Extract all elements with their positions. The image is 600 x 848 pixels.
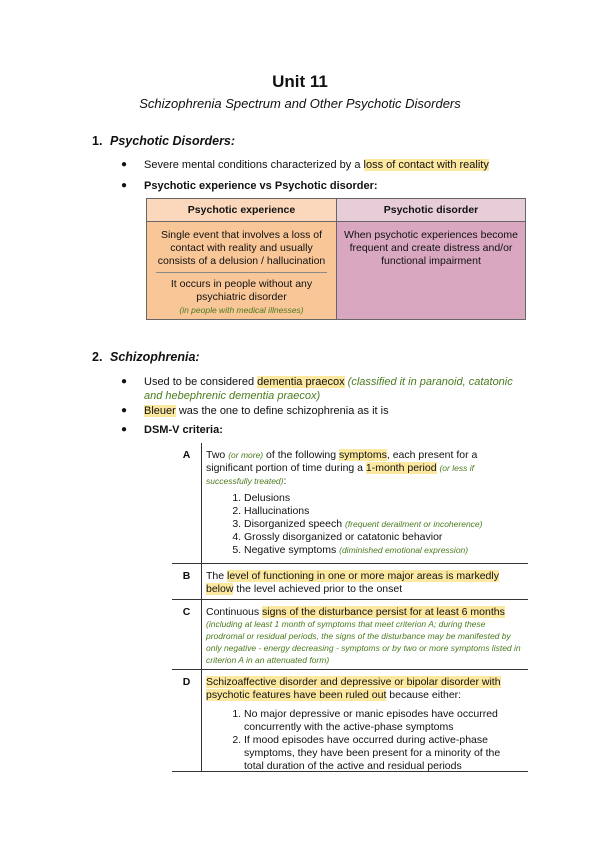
row-divider bbox=[201, 443, 202, 564]
bullet-icon: ● bbox=[121, 180, 128, 191]
criteria-row-b bbox=[172, 564, 528, 600]
bullet-text: Psychotic experience vs Psychotic disorder: bbox=[144, 180, 378, 192]
bullet-icon: ● bbox=[121, 159, 128, 170]
criteria-row-a bbox=[172, 443, 528, 564]
cell-note: (in people with medical illnesses) bbox=[179, 305, 304, 315]
bullet-text: DSM-V criteria: bbox=[144, 424, 223, 436]
list-item: 3. Disorganized speech (frequent derailment or incoherence) bbox=[244, 518, 522, 531]
table-header-psychotic-disorder: Psychotic disorder bbox=[337, 199, 525, 222]
bullet-text: Severe mental conditions characterized by a loss of contact with reality bbox=[144, 159, 489, 171]
comparison-table bbox=[146, 198, 526, 320]
criteria-label: A bbox=[182, 449, 191, 461]
table-cell-psychotic-disorder bbox=[337, 222, 525, 319]
symptom-list bbox=[206, 492, 522, 557]
criteria-text: Continuous signs of the disturbance persist for at least 6 months (including at least 1 month of symptoms that meet criterion A; during these prodromal or residual periods, the signs of the disturbance may be manifested by only negative - energy decreasing - symptoms or by two or more symptoms listed in criterion A in an attenuated form) bbox=[206, 606, 521, 665]
criteria-label: C bbox=[182, 606, 191, 618]
list-item: 4. Grossly disorganized or catatonic behavior bbox=[244, 531, 522, 544]
list-item: 2. If mood episodes have occurred during active-phase symptoms, they have been present for a minority of the total duration of the active and residual periods bbox=[244, 734, 522, 773]
criteria-text: The level of functioning in one or more major areas is markedly below the level achieved prior to the onset bbox=[206, 570, 499, 595]
cell-paragraph: It occurs in people without any psychiatric disorder (in people with medical illnesses) bbox=[170, 278, 313, 315]
row-divider bbox=[201, 670, 202, 772]
section-heading-schizophrenia bbox=[92, 350, 200, 364]
section-title: Psychotic Disorders: bbox=[110, 134, 236, 148]
list-item: 1. Delusions bbox=[244, 492, 522, 505]
criteria-label: D bbox=[182, 676, 191, 688]
cell-paragraph: When psychotic experiences become frequent and create distress and/or functional impairment bbox=[344, 229, 518, 267]
bullet-icon: ● bbox=[121, 376, 128, 387]
section-number: 2. bbox=[92, 350, 103, 364]
bullet-icon: ● bbox=[121, 424, 128, 435]
cell-divider bbox=[156, 272, 327, 273]
criteria-label: B bbox=[182, 570, 191, 582]
section-number: 1. bbox=[92, 134, 103, 148]
section-title: Schizophrenia: bbox=[110, 350, 200, 364]
page-title: Unit 11 bbox=[272, 72, 328, 91]
bullet-text: Used to be considered dementia praecox (classified it in paranoid, catatonic and hebephrenic dementia praecox) bbox=[144, 376, 513, 402]
section-heading-psychotic-disorders bbox=[92, 134, 235, 148]
list-item: 2. Hallucinations bbox=[244, 505, 522, 518]
exclusion-list bbox=[206, 708, 522, 773]
criteria-text: Schizoaffective disorder and depressive or bipolar disorder with psychotic features have been ruled out because either: 1. No major depressive or manic episodes have occurred concurrently with the active-phase symptoms 2. If mood episodes have occurred during active-phase symptoms, they have been present for a minority of the total duration of the active and residual periods bbox=[206, 676, 522, 773]
criteria-text: Two (or more) of the following symptoms, each present for a significant portion of time during a 1-month period (or less if successfully treated): 1. Delusions 2. Hallucinations 3. Disorganized speech (frequent derailment or incoherence) 4. Grossly disorganized or catatonic behavior 5. Negative symptoms (diminished emotional expression) bbox=[206, 449, 522, 557]
table-header-psychotic-experience: Psychotic experience bbox=[147, 199, 337, 222]
table-cell-psychotic-experience bbox=[147, 222, 337, 319]
criteria-row-c bbox=[172, 600, 528, 670]
bullet-icon: ● bbox=[121, 405, 128, 416]
list-item: 1. No major depressive or manic episodes have occurred concurrently with the active-phase symptoms bbox=[244, 708, 522, 734]
row-divider bbox=[201, 600, 202, 670]
cell-paragraph: Single event that involves a loss of contact with reality and usually consists of a delusion / hallucination bbox=[157, 229, 326, 267]
list-item: 5. Negative symptoms (diminished emotional expression) bbox=[244, 544, 522, 557]
criteria-row-d bbox=[172, 670, 528, 772]
bullet-text: Bleuer was the one to define schizophrenia as it is bbox=[144, 405, 389, 417]
page-subtitle: Schizophrenia Spectrum and Other Psychotic Disorders bbox=[139, 96, 461, 111]
row-divider bbox=[201, 564, 202, 600]
